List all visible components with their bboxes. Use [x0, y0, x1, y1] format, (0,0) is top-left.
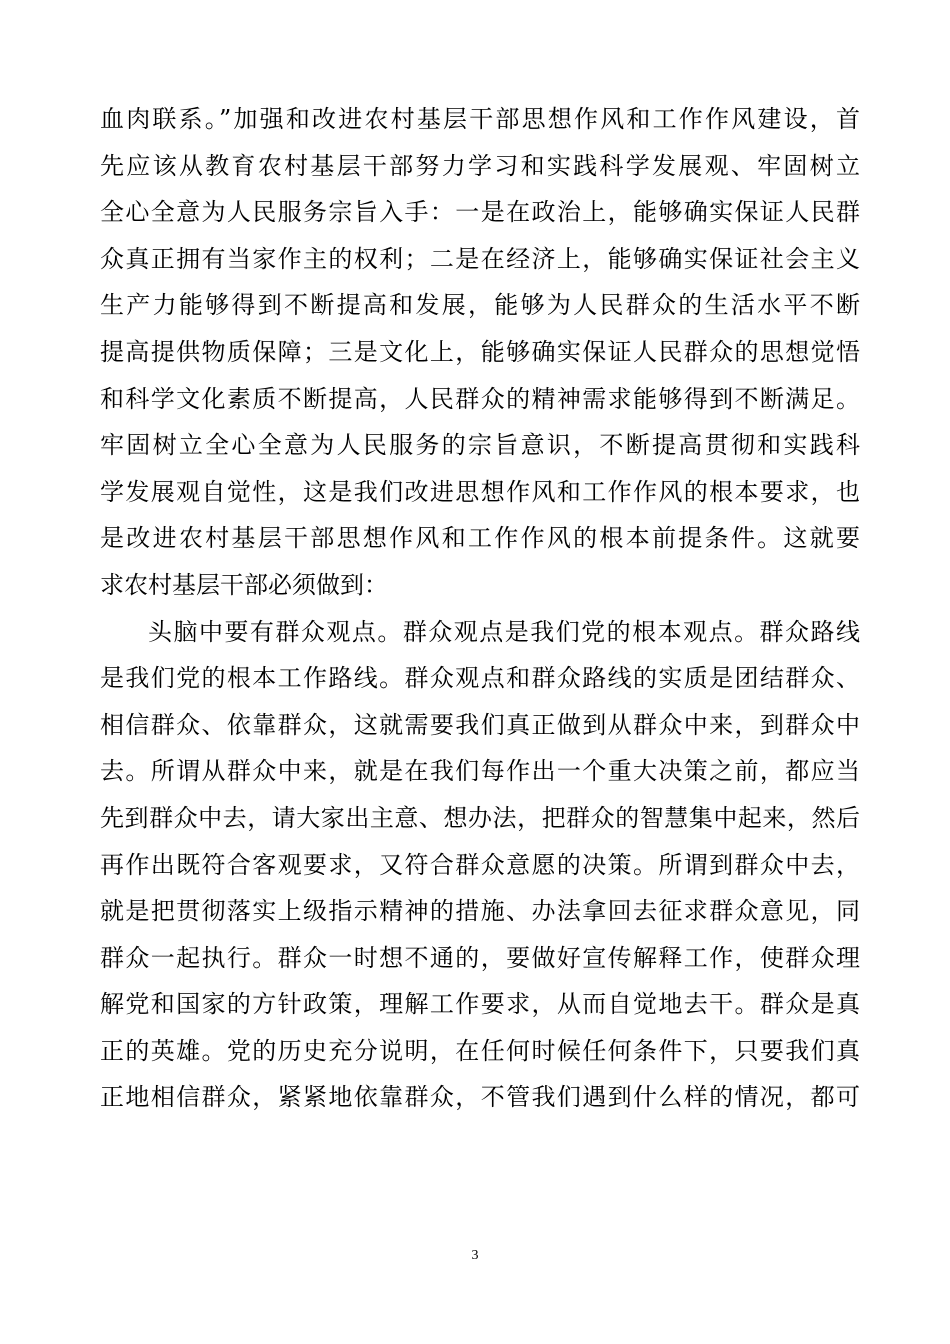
body-text [100, 96, 860, 1121]
text-line: 解党和国家的方针政策，理解工作要求，从而自觉地去干。群众是真 [100, 990, 860, 1019]
text-line: 先到群众中去，请大家出主意、想办法，把群众的智慧集中起来，然后 [100, 803, 860, 832]
text-line: 学发展观自觉性，这是我们改进思想作风和工作作风的根本要求，也 [100, 477, 860, 506]
text-line: 是我们党的根本工作路线。群众观点和群众路线的实质是团结群众、 [100, 664, 860, 693]
text-line: 提高提供物质保障；三是文化上，能够确实保证人民群众的思想觉悟 [100, 337, 860, 366]
text-line: 去。所谓从群众中来，就是在我们每作出一个重大决策之前，都应当 [100, 757, 860, 786]
text-line: 和科学文化素质不断提高，人民群众的精神需求能够得到不断满足。 [100, 384, 860, 413]
text-line: 正的英雄。党的历史充分说明，在任何时候任何条件下，只要我们真 [100, 1036, 860, 1065]
text-line: 求农村基层干部必须做到： [100, 570, 388, 599]
text-line: 全心全意为人民服务宗旨入手：一是在政治上，能够确实保证人民群 [100, 198, 860, 227]
text-line: 就是把贯彻落实上级指示精神的措施、办法拿回去征求群众意见，同 [100, 897, 860, 926]
text-line: 牢固树立全心全意为人民服务的宗旨意识，不断提高贯彻和实践科 [100, 431, 860, 460]
text-line: 正地相信群众，紧紧地依靠群众，不管我们遇到什么样的情况，都可 [100, 1083, 860, 1112]
text-line: 血肉联系。”加强和改进农村基层干部思想作风和工作作风建设，首 [100, 105, 860, 133]
paragraph-1 [100, 96, 860, 609]
text-line: 群众一起执行。群众一时想不通的，要做好宣传解释工作，使群众理 [100, 943, 860, 972]
page-number: 3 [471, 1248, 479, 1263]
text-line: 头脑中要有群众观点。群众观点是我们党的根本观点。群众路线 [148, 617, 860, 646]
text-line: 先应该从教育农村基层干部努力学习和实践科学发展观、牢固树立 [100, 151, 860, 180]
text-line: 相信群众、依靠群众，这就需要我们真正做到从群众中来，到群众中 [100, 710, 860, 739]
text-line: 再作出既符合客观要求，又符合群众意愿的决策。所谓到群众中去， [100, 850, 860, 879]
paragraph-2 [100, 609, 860, 1122]
text-line: 生产力能够得到不断提高和发展，能够为人民群众的生活水平不断 [100, 291, 860, 320]
text-line: 众真正拥有当家作主的权利；二是在经济上，能够确实保证社会主义 [100, 244, 860, 273]
text-line: 是改进农村基层干部思想作风和工作作风的根本前提条件。这就要 [100, 524, 860, 553]
